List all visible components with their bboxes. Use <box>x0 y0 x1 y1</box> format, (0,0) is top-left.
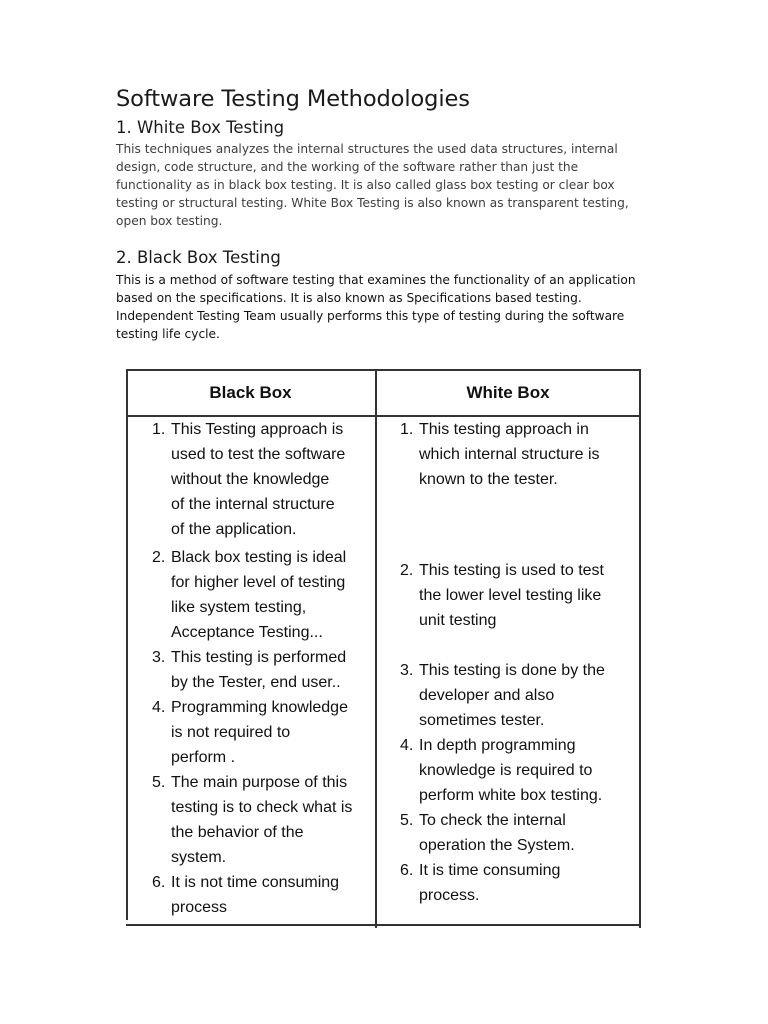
item-line: process. <box>419 887 480 904</box>
table-right-border <box>639 369 641 928</box>
comparison-table <box>126 369 640 925</box>
item-line: known to the tester. <box>419 471 558 488</box>
list-item <box>400 558 636 633</box>
item-line: sometimes tester. <box>419 712 545 729</box>
item-line: The main purpose of this <box>171 774 348 791</box>
list-item <box>400 808 636 858</box>
item-line: knowledge is required to <box>419 762 593 779</box>
item-line: Acceptance Testing... <box>171 624 323 641</box>
item-line: This testing is used to test <box>419 562 604 579</box>
white-box-paragraph <box>116 140 676 230</box>
paragraph-line: functionality as in black box testing. It is also called glass box testing or clear box <box>116 178 615 192</box>
list-item <box>152 870 374 920</box>
item-number: 4. <box>400 737 414 754</box>
item-line: Black box testing is ideal <box>171 549 347 566</box>
table-bottom-border <box>126 924 640 926</box>
white-box-list <box>400 417 636 908</box>
item-line: is not required to <box>171 724 291 741</box>
header-black-box: Black Box <box>209 383 292 402</box>
item-line: process <box>171 899 228 916</box>
section-heading-white-box: 1. White Box Testing <box>116 118 285 137</box>
item-line: unit testing <box>419 612 497 629</box>
item-line: This testing is done by the <box>419 662 605 679</box>
item-line: the behavior of the <box>171 824 304 841</box>
list-item <box>152 770 374 870</box>
item-line: testing is to check what is <box>171 799 353 816</box>
list-item <box>400 858 636 908</box>
black-box-paragraph <box>116 271 676 343</box>
item-line: used to test the software <box>171 446 346 463</box>
list-item <box>152 417 374 542</box>
list-item <box>152 645 374 695</box>
item-number: 6. <box>152 874 166 891</box>
item-line: system. <box>171 849 227 866</box>
list-item <box>400 658 636 733</box>
item-line: like system testing, <box>171 599 307 616</box>
paragraph-line: This is a method of software testing that examines the functionality of an application <box>116 273 636 287</box>
header-white-box: White Box <box>466 383 550 402</box>
paragraph-line: open box testing. <box>116 214 223 228</box>
section-heading-black-box: 2. Black Box Testing <box>116 248 281 267</box>
paragraph-line: testing or structural testing. White Box Testing is also known as transparent testing, <box>116 196 629 210</box>
list-item <box>152 545 374 645</box>
item-line: This testing approach in <box>419 421 589 438</box>
table-left-border <box>126 369 128 920</box>
paragraph-line: This techniques analyzes the internal structures the used data structures, internal <box>116 142 618 156</box>
list-item <box>400 417 636 492</box>
item-number: 3. <box>152 649 166 666</box>
paragraph-line: Independent Testing Team usually performs this type of testing during the software <box>116 309 625 323</box>
table-column-divider <box>375 369 377 928</box>
item-line: In depth programming <box>419 737 576 754</box>
paragraph-line: design, code structure, and the working of the software rather than just the <box>116 160 579 174</box>
item-line: for higher level of testing <box>171 574 346 591</box>
paragraph-line: based on the specifications. It is also known as Specifications based testing. <box>116 291 582 305</box>
item-line: the lower level testing like <box>419 587 602 604</box>
item-line: without the knowledge <box>171 471 330 488</box>
item-number: 2. <box>152 549 166 566</box>
paragraph-line: testing life cycle. <box>116 327 220 341</box>
page-title: Software Testing Methodologies <box>116 86 470 112</box>
item-line: perform . <box>171 749 236 766</box>
item-line: operation the System. <box>419 837 575 854</box>
item-number: 2. <box>400 562 414 579</box>
item-line: of the internal structure <box>171 496 335 513</box>
item-line: It is not time consuming <box>171 874 340 891</box>
item-line: perform white box testing. <box>419 787 603 804</box>
item-line: To check the internal <box>419 812 566 829</box>
item-number: 1. <box>400 421 414 438</box>
item-number: 1. <box>152 421 166 438</box>
item-number: 3. <box>400 662 414 679</box>
item-line: of the application. <box>171 521 297 538</box>
list-item <box>400 733 636 808</box>
item-line: Programming knowledge <box>171 699 348 716</box>
item-number: 5. <box>152 774 166 791</box>
item-line: It is time consuming <box>419 862 561 879</box>
item-line: which internal structure is <box>419 446 600 463</box>
black-box-list <box>152 417 374 920</box>
item-number: 5. <box>400 812 414 829</box>
item-number: 6. <box>400 862 414 879</box>
item-line: This testing is performed <box>171 649 347 666</box>
item-line: This Testing approach is <box>171 421 344 438</box>
item-line: developer and also <box>419 687 555 704</box>
item-line: by the Tester, end user.. <box>171 674 341 691</box>
list-item <box>152 695 374 770</box>
item-number: 4. <box>152 699 166 716</box>
